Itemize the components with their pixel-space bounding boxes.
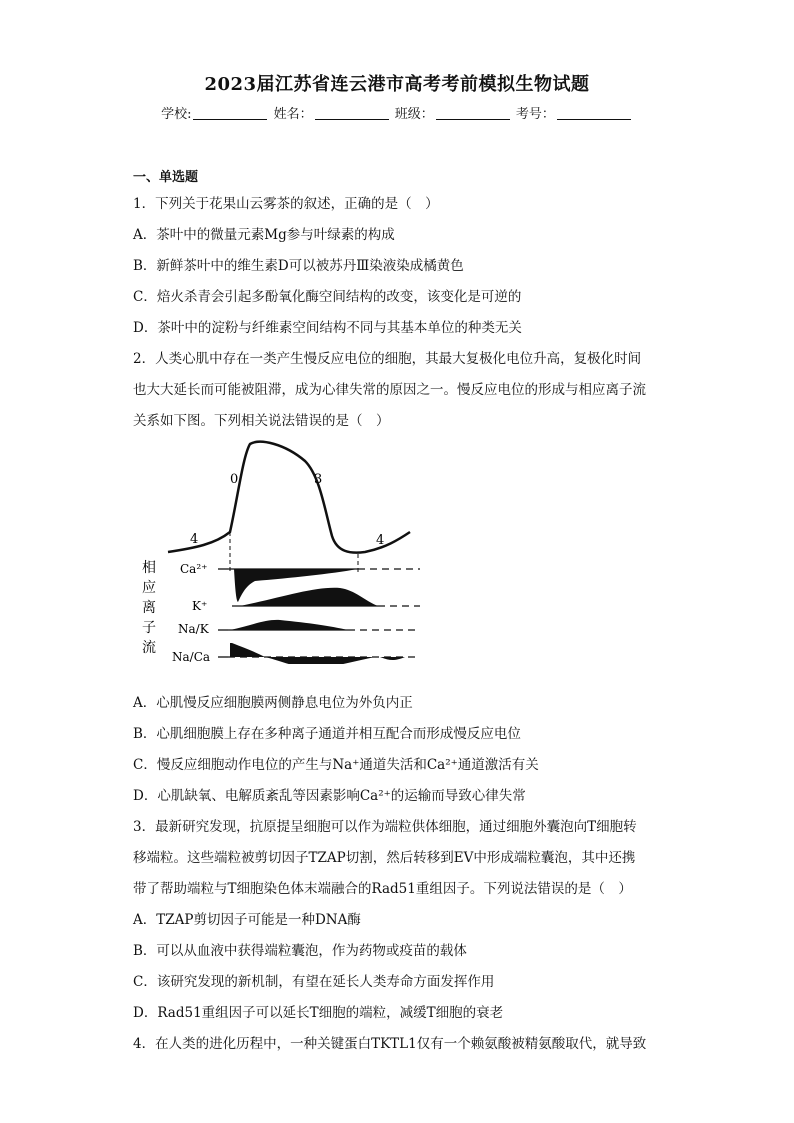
school-field[interactable] (193, 107, 267, 120)
text-line: D．茶叶中的淀粉与纤维素空间结构不同与其基本单位的种类无关 (133, 320, 522, 336)
phase-label-3: 3 (314, 472, 323, 487)
phase-label-4-left: 4 (190, 532, 199, 547)
side-label-3: 子 (142, 620, 156, 636)
side-label-0: 相 (142, 560, 156, 576)
text-line: 带了帮助端粒与T细胞染色体末端融合的Rad51重组因子。下列说法错误的是（ ） (133, 881, 632, 897)
phase-label-4-right: 4 (376, 533, 385, 548)
number-label: 考号： (515, 107, 555, 122)
side-label-1: 应 (142, 580, 156, 596)
text-line: B．新鲜茶叶中的维生素D可以被苏丹Ⅲ染液染成橘黄色 (133, 258, 464, 274)
name-field[interactable] (315, 107, 389, 120)
action-potential-curve (168, 442, 410, 553)
text-line: A．茶叶中的微量元素Mg参与叶绿素的构成 (133, 227, 395, 243)
class-field[interactable] (436, 107, 510, 120)
text-line: C．焙火杀青会引起多酚氧化酶空间结构的改变，该变化是可逆的 (133, 289, 522, 305)
student-info-row (0, 103, 794, 122)
naca-current-shape-2 (265, 657, 375, 664)
ion-label-nak: Na/K (178, 622, 209, 636)
text-line: 1．下列关于花果山云雾茶的叙述，正确的是（ ） (133, 196, 439, 212)
text-line: A．心肌慢反应细胞膜两侧静息电位为外负内正 (133, 695, 413, 711)
number-field[interactable] (557, 107, 631, 120)
side-label-4: 流 (142, 640, 156, 656)
side-label-2: 离 (142, 600, 156, 616)
text-line: 3．最新研究发现，抗原提呈细胞可以作为端粒供体细胞，通过细胞外囊泡向T细胞转 (133, 819, 637, 835)
text-line: D．心肌缺氧、电解质紊乱等因素影响Ca²⁺的运输而导致心律失常 (133, 788, 526, 804)
text-line: 关系如下图。下列相关说法错误的是（ ） (133, 413, 390, 429)
text-line: 2．人类心肌中存在一类产生慢反应电位的细胞，其最大复极化电位升高，复极化时间 (133, 351, 642, 367)
text-line: B．可以从血液中获得端粒囊泡，作为药物或疫苗的载体 (133, 943, 467, 959)
text-line: A．TZAP剪切因子可能是一种DNA酶 (133, 912, 361, 928)
ion-current-diagram (140, 436, 430, 664)
text-line: D．Rad51重组因子可以延长T细胞的端粒，减缓T细胞的衰老 (133, 1005, 504, 1021)
ion-label-k: K⁺ (192, 599, 208, 613)
phase-label-0: 0 (230, 472, 239, 487)
naca-current-shape-3 (380, 657, 405, 660)
text-line: C．该研究发现的新机制，有望在延长人类寿命方面发挥作用 (133, 974, 495, 990)
name-label: 姓名： (273, 107, 313, 122)
nak-current-shape (230, 620, 348, 630)
naca-current-shape-1 (230, 643, 265, 657)
text-line: C．慢反应细胞动作电位的产生与Na⁺通道失活和Ca²⁺通道激活有关 (133, 757, 539, 773)
exam-title: 2023届江苏省连云港市高考考前模拟生物试题 (204, 74, 590, 95)
text-line: 也大大延长而可能被阻滞，成为心律失常的原因之一。慢反应电位的形成与相应离子流 (133, 382, 646, 398)
school-label: 学校: (161, 107, 192, 122)
section-heading: 一、单选题 (133, 170, 199, 185)
text-line: 移端粒。这些端粒被剪切因子TZAP切割，然后转移到EV中形成端粒囊泡，其中还携 (133, 850, 636, 866)
ion-label-naca: Na/Ca (172, 650, 211, 664)
text-line: B．心肌细胞膜上存在多种离子通道并相互配合而形成慢反应电位 (133, 726, 521, 742)
k-current-shape (240, 588, 378, 606)
class-label: 班级： (394, 107, 434, 122)
text-line: 4．在人类的进化历程中，一种关键蛋白TKTL1仅有一个赖氨酸被精氨酸取代，就导致 (133, 1036, 647, 1052)
ion-label-ca: Ca²⁺ (180, 562, 208, 576)
